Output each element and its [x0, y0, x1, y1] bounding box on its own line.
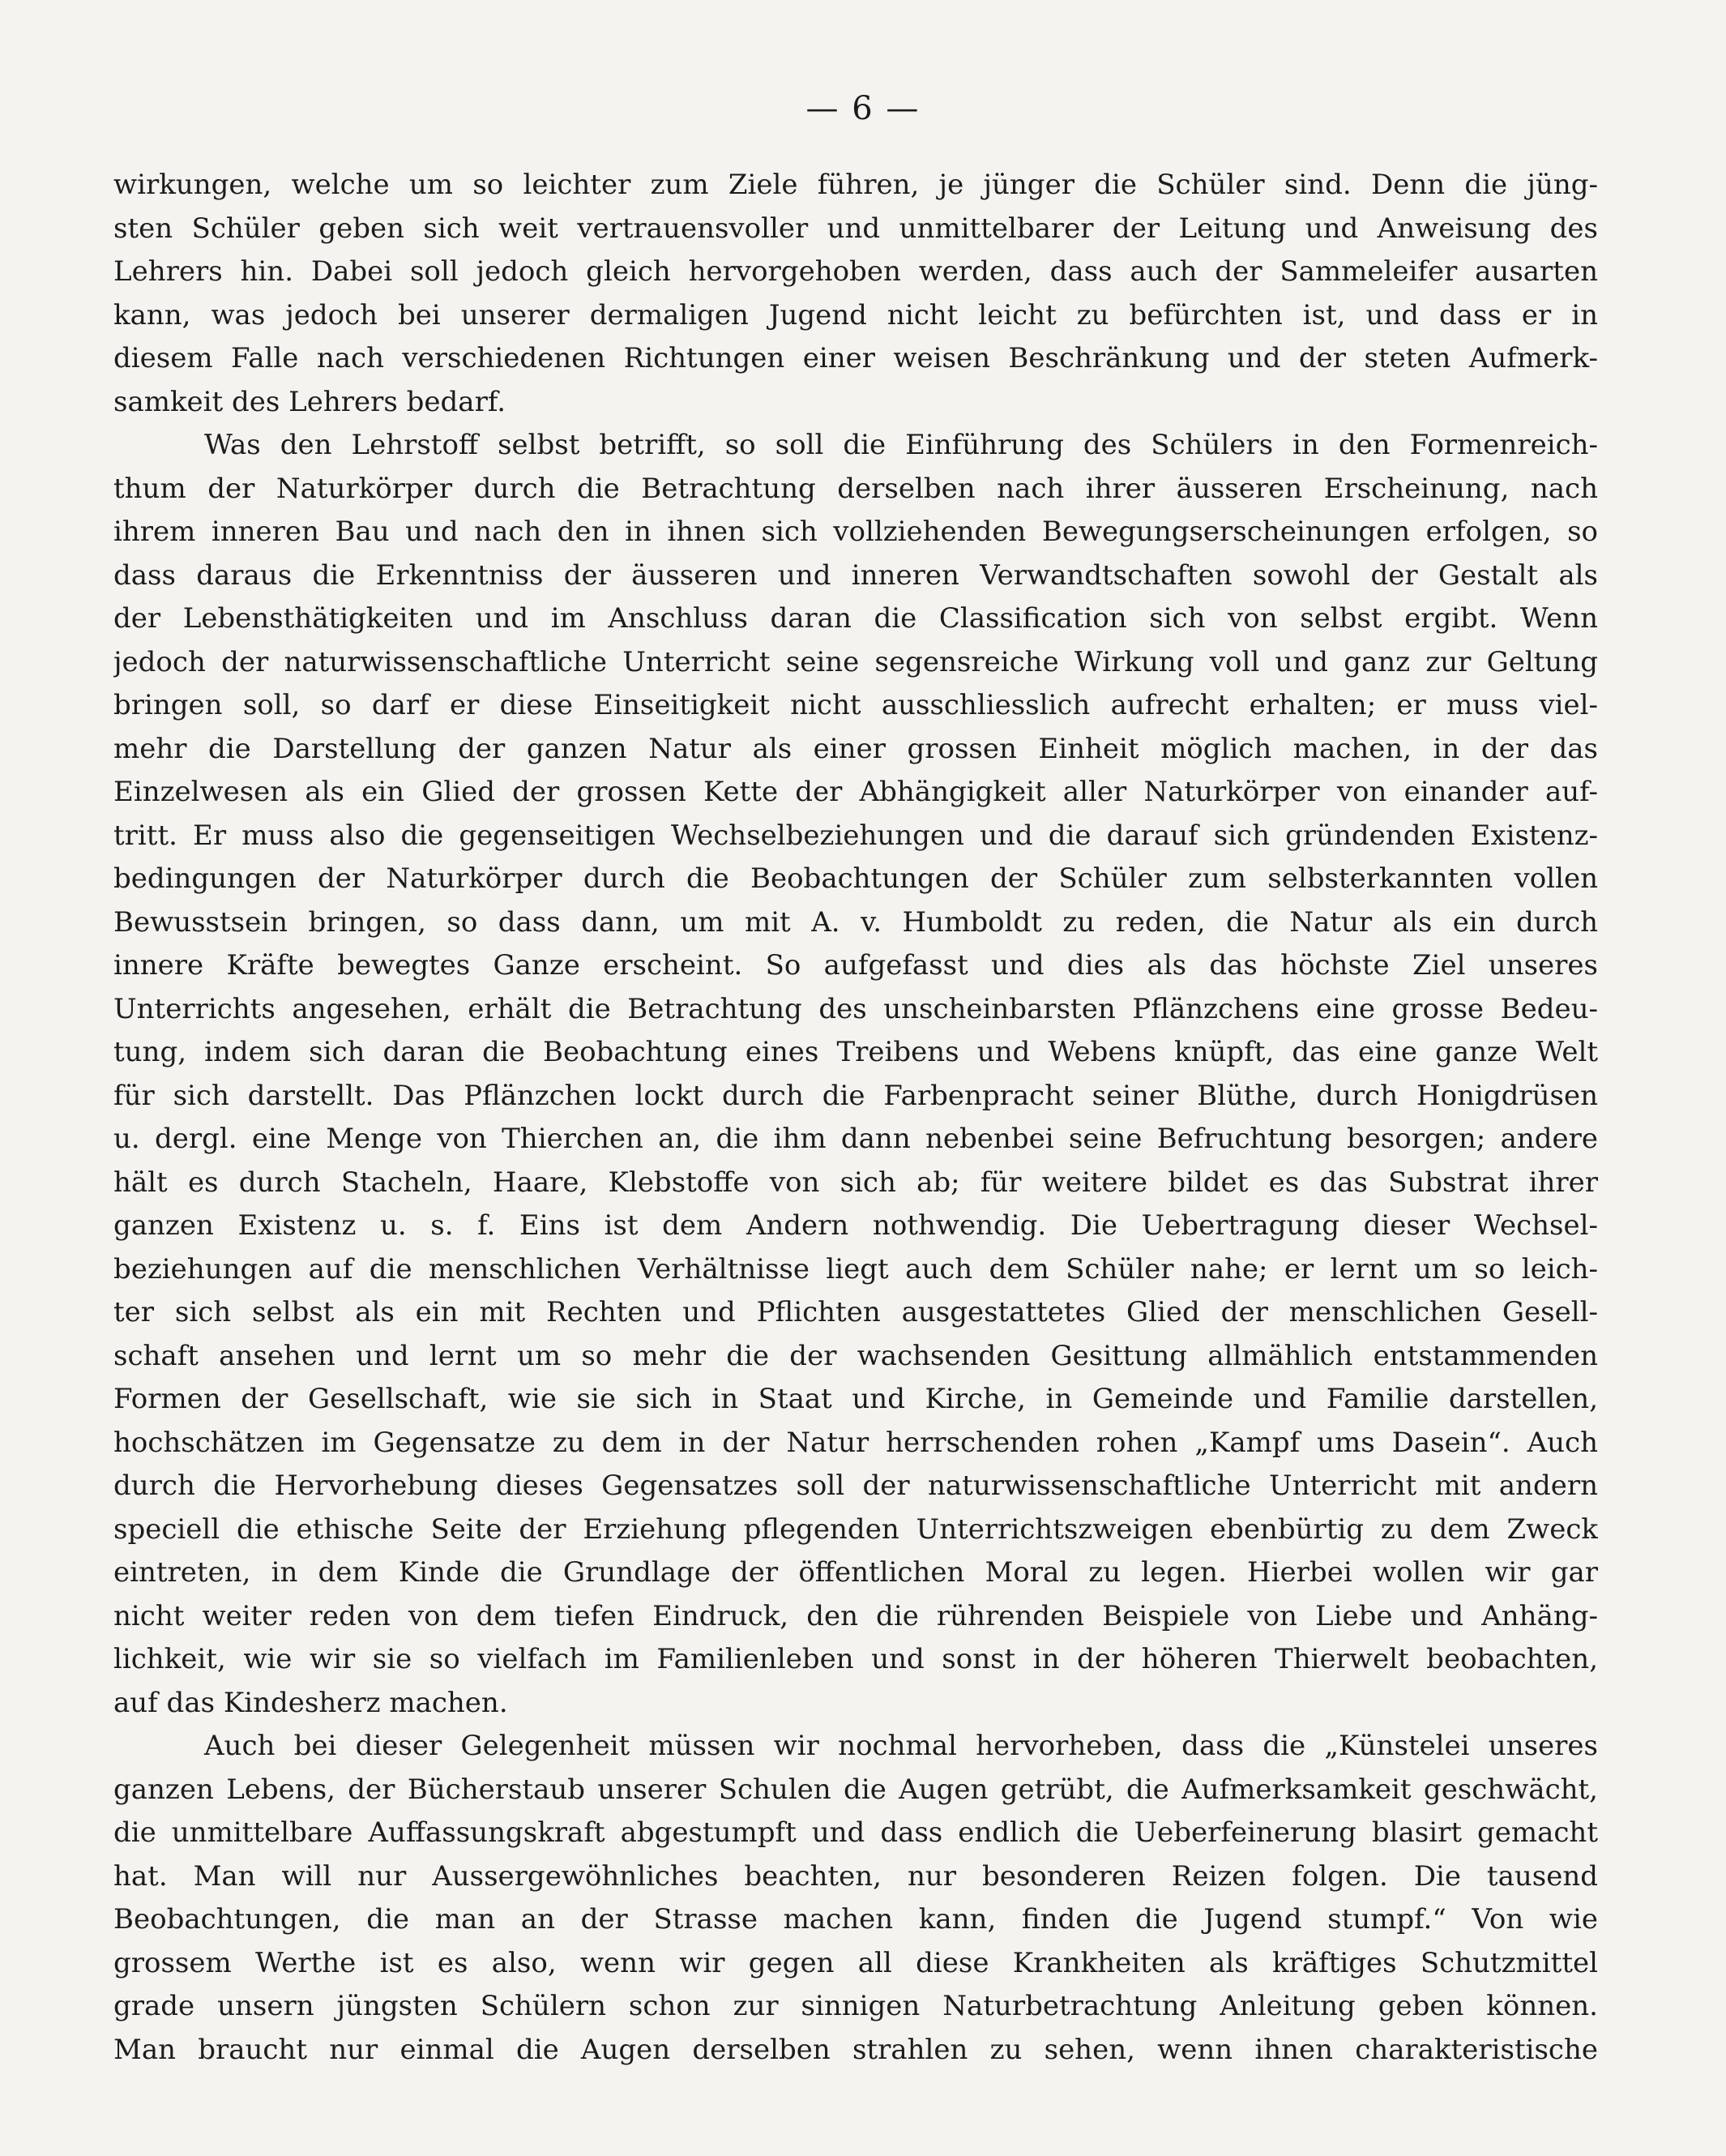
text-line: samkeit des Lehrers bedarf.	[113, 385, 506, 418]
text-line: wirkungen, welche um so leichter zum Ziele führen, je jünger die Schüler sind. Denn die jüng-	[113, 169, 1598, 201]
text-line: die unmittelbare Auffassungskraft abgestumpft und dass endlich die Ueberfeinerung blasirt gemacht	[113, 1816, 1598, 1849]
text-line: Einzelwesen als ein Glied der grossen Kette der Abhängigkeit aller Naturkörper von einander auf-	[113, 776, 1598, 808]
text-line: u. dergl. eine Menge von Thierchen an, die ihm dann nebenbei seine Befruchtung besorgen; andere	[113, 1123, 1598, 1155]
text-line: thum der Naturkörper durch die Betrachtung derselben nach ihrer äusseren Erscheinung, nach	[113, 472, 1598, 505]
text-line: Lehrers hin. Dabei soll jedoch gleich hervorgehoben werden, dass auch der Sammeleifer ausarten	[113, 255, 1598, 288]
text-line: eintreten, in dem Kinde die Grundlage der öffentlichen Moral zu legen. Hierbei wollen wir gar	[113, 1556, 1598, 1589]
text-line: tung, indem sich daran die Beobachtung eines Treibens und Webens knüpft, das eine ganze Welt	[113, 1036, 1598, 1068]
text-line: mehr die Darstellung der ganzen Natur als einer grossen Einheit möglich machen, in der das	[113, 732, 1598, 765]
text-line: lichkeit, wie wir sie so vielfach im Familienleben und sonst in der höheren Thierwelt beobachten,	[113, 1643, 1598, 1675]
text-line: speciell die ethische Seite der Erziehung pflegenden Unterrichtszweigen ebenbürtig zu dem Zweck	[113, 1512, 1598, 1546]
text-line: Auch bei dieser Gelegenheit müssen wir nochmal hervorheben, dass die „Künstelei unseres	[204, 1730, 1598, 1762]
text-line: durch die Hervorhebung dieses Gegensatzes soll der naturwissenschaftliche Unterricht mit andern	[113, 1469, 1598, 1502]
text-line: Unterrichts angesehen, erhält die Betrachtung des unscheinbarsten Pflänzchens eine grosse Bedeu-	[113, 992, 1598, 1025]
text-line: ganzen Existenz u. s. f. Eins ist dem Andern nothwendig. Die Uebertragung dieser Wechsel-	[113, 1209, 1598, 1242]
text-line: auf das Kindesherz machen.	[113, 1686, 508, 1719]
text-line: schaft ansehen und lernt um so mehr die der wachsenden Gesittung allmählich entstammenden	[113, 1339, 1598, 1372]
text-line: dass daraus die Erkenntniss der äusseren und inneren Verwandtschaften sowohl der Gestalt als	[113, 558, 1598, 592]
text-line: Formen der Gesellschaft, wie sie sich in Staat und Kirche, in Gemeinde und Familie darstellen,	[113, 1383, 1598, 1415]
text-line: innere Kräfte bewegtes Ganze erscheint. So aufgefasst und dies als das höchste Ziel unseres	[113, 949, 1598, 982]
text-line: bedingungen der Naturkörper durch die Beobachtungen der Schüler zum selbsterkannten vollen	[113, 862, 1598, 895]
text-line: grade unsern jüngsten Schülern schon zur sinnigen Naturbetrachtung Anleitung geben können.	[113, 1990, 1598, 2022]
text-line: hat. Man will nur Aussergewöhnliches beachten, nur besonderen Reizen folgen. Die tausend	[113, 1859, 1598, 1893]
text-line: nicht weiter reden von dem tiefen Eindruck, den die rührenden Beispiele von Liebe und Anhäng-	[113, 1599, 1598, 1632]
text-line: hält es durch Stacheln, Haare, Klebstoffe von sich ab; für weitere bildet es das Substrat ihrer	[113, 1166, 1598, 1199]
text-line: kann, was jedoch bei unserer dermaligen Jugend nicht leicht zu befürchten ist, und dass er in	[113, 298, 1598, 332]
text-line: tritt. Er muss also die gegenseitigen Wechselbeziehungen und die darauf sich gründenden Existenz-	[113, 819, 1598, 852]
text-line: ihrem inneren Bau und nach den in ihnen sich vollziehenden Bewegungserscheinungen erfolgen, so	[113, 515, 1598, 548]
text-line: Man braucht nur einmal die Augen derselben strahlen zu sehen, wenn ihnen charakteristische	[113, 2033, 1598, 2066]
text-line: Was den Lehrstoff selbst betrifft, so soll die Einführung des Schülers in den Formenreich-	[204, 429, 1598, 461]
text-line: beziehungen auf die menschlichen Verhältnisse liegt auch dem Schüler nahe; er lernt um so leich-	[113, 1252, 1598, 1285]
text-line: ganzen Lebens, der Bücherstaub unserer Schulen die Augen getrübt, die Aufmerksamkeit geschwächt,	[113, 1773, 1598, 1806]
text-line: der Lebensthätigkeiten und im Anschluss daran die Classification sich von selbst ergibt. Wenn	[113, 602, 1598, 635]
text-line: bringen soll, so darf er diese Einseitigkeit nicht ausschliesslich aufrecht erhalten; er muss viel-	[113, 689, 1598, 721]
page-number: — 6 —	[805, 90, 921, 127]
text-line: ter sich selbst als ein mit Rechten und Pflichten ausgestattetes Glied der menschlichen Gesell-	[113, 1296, 1598, 1328]
text-line: sten Schüler geben sich weit vertrauensvoller und unmittelbarer der Leitung und Anweisung des	[113, 212, 1598, 245]
text-line: Beobachtungen, die man an der Strasse machen kann, finden die Jugend stumpf.“ Von wie	[113, 1903, 1598, 1936]
text-line: für sich darstellt. Das Pflänzchen lockt durch die Farbenpracht seiner Blüthe, durch Honigdrüsen	[113, 1079, 1598, 1112]
text-line: Bewusstsein bringen, so dass dann, um mit A. v. Humboldt zu reden, die Natur als ein durch	[113, 905, 1598, 939]
body-text	[113, 164, 1598, 2072]
text-line: hochschätzen im Gegensatze zu dem in der Natur herrschenden rohen „Kampf ums Dasein“. Auch	[113, 1426, 1598, 1459]
text-line: jedoch der naturwissenschaftliche Unterricht seine segensreiche Wirkung voll und ganz zur Geltung	[113, 645, 1598, 678]
text-line: diesem Falle nach verschiedenen Richtungen einer weisen Beschränkung und der steten Aufmerk-	[113, 342, 1598, 374]
text-line: grossem Werthe ist es also, wenn wir gegen all diese Krankheiten als kräftiges Schutzmittel	[113, 1946, 1598, 1979]
